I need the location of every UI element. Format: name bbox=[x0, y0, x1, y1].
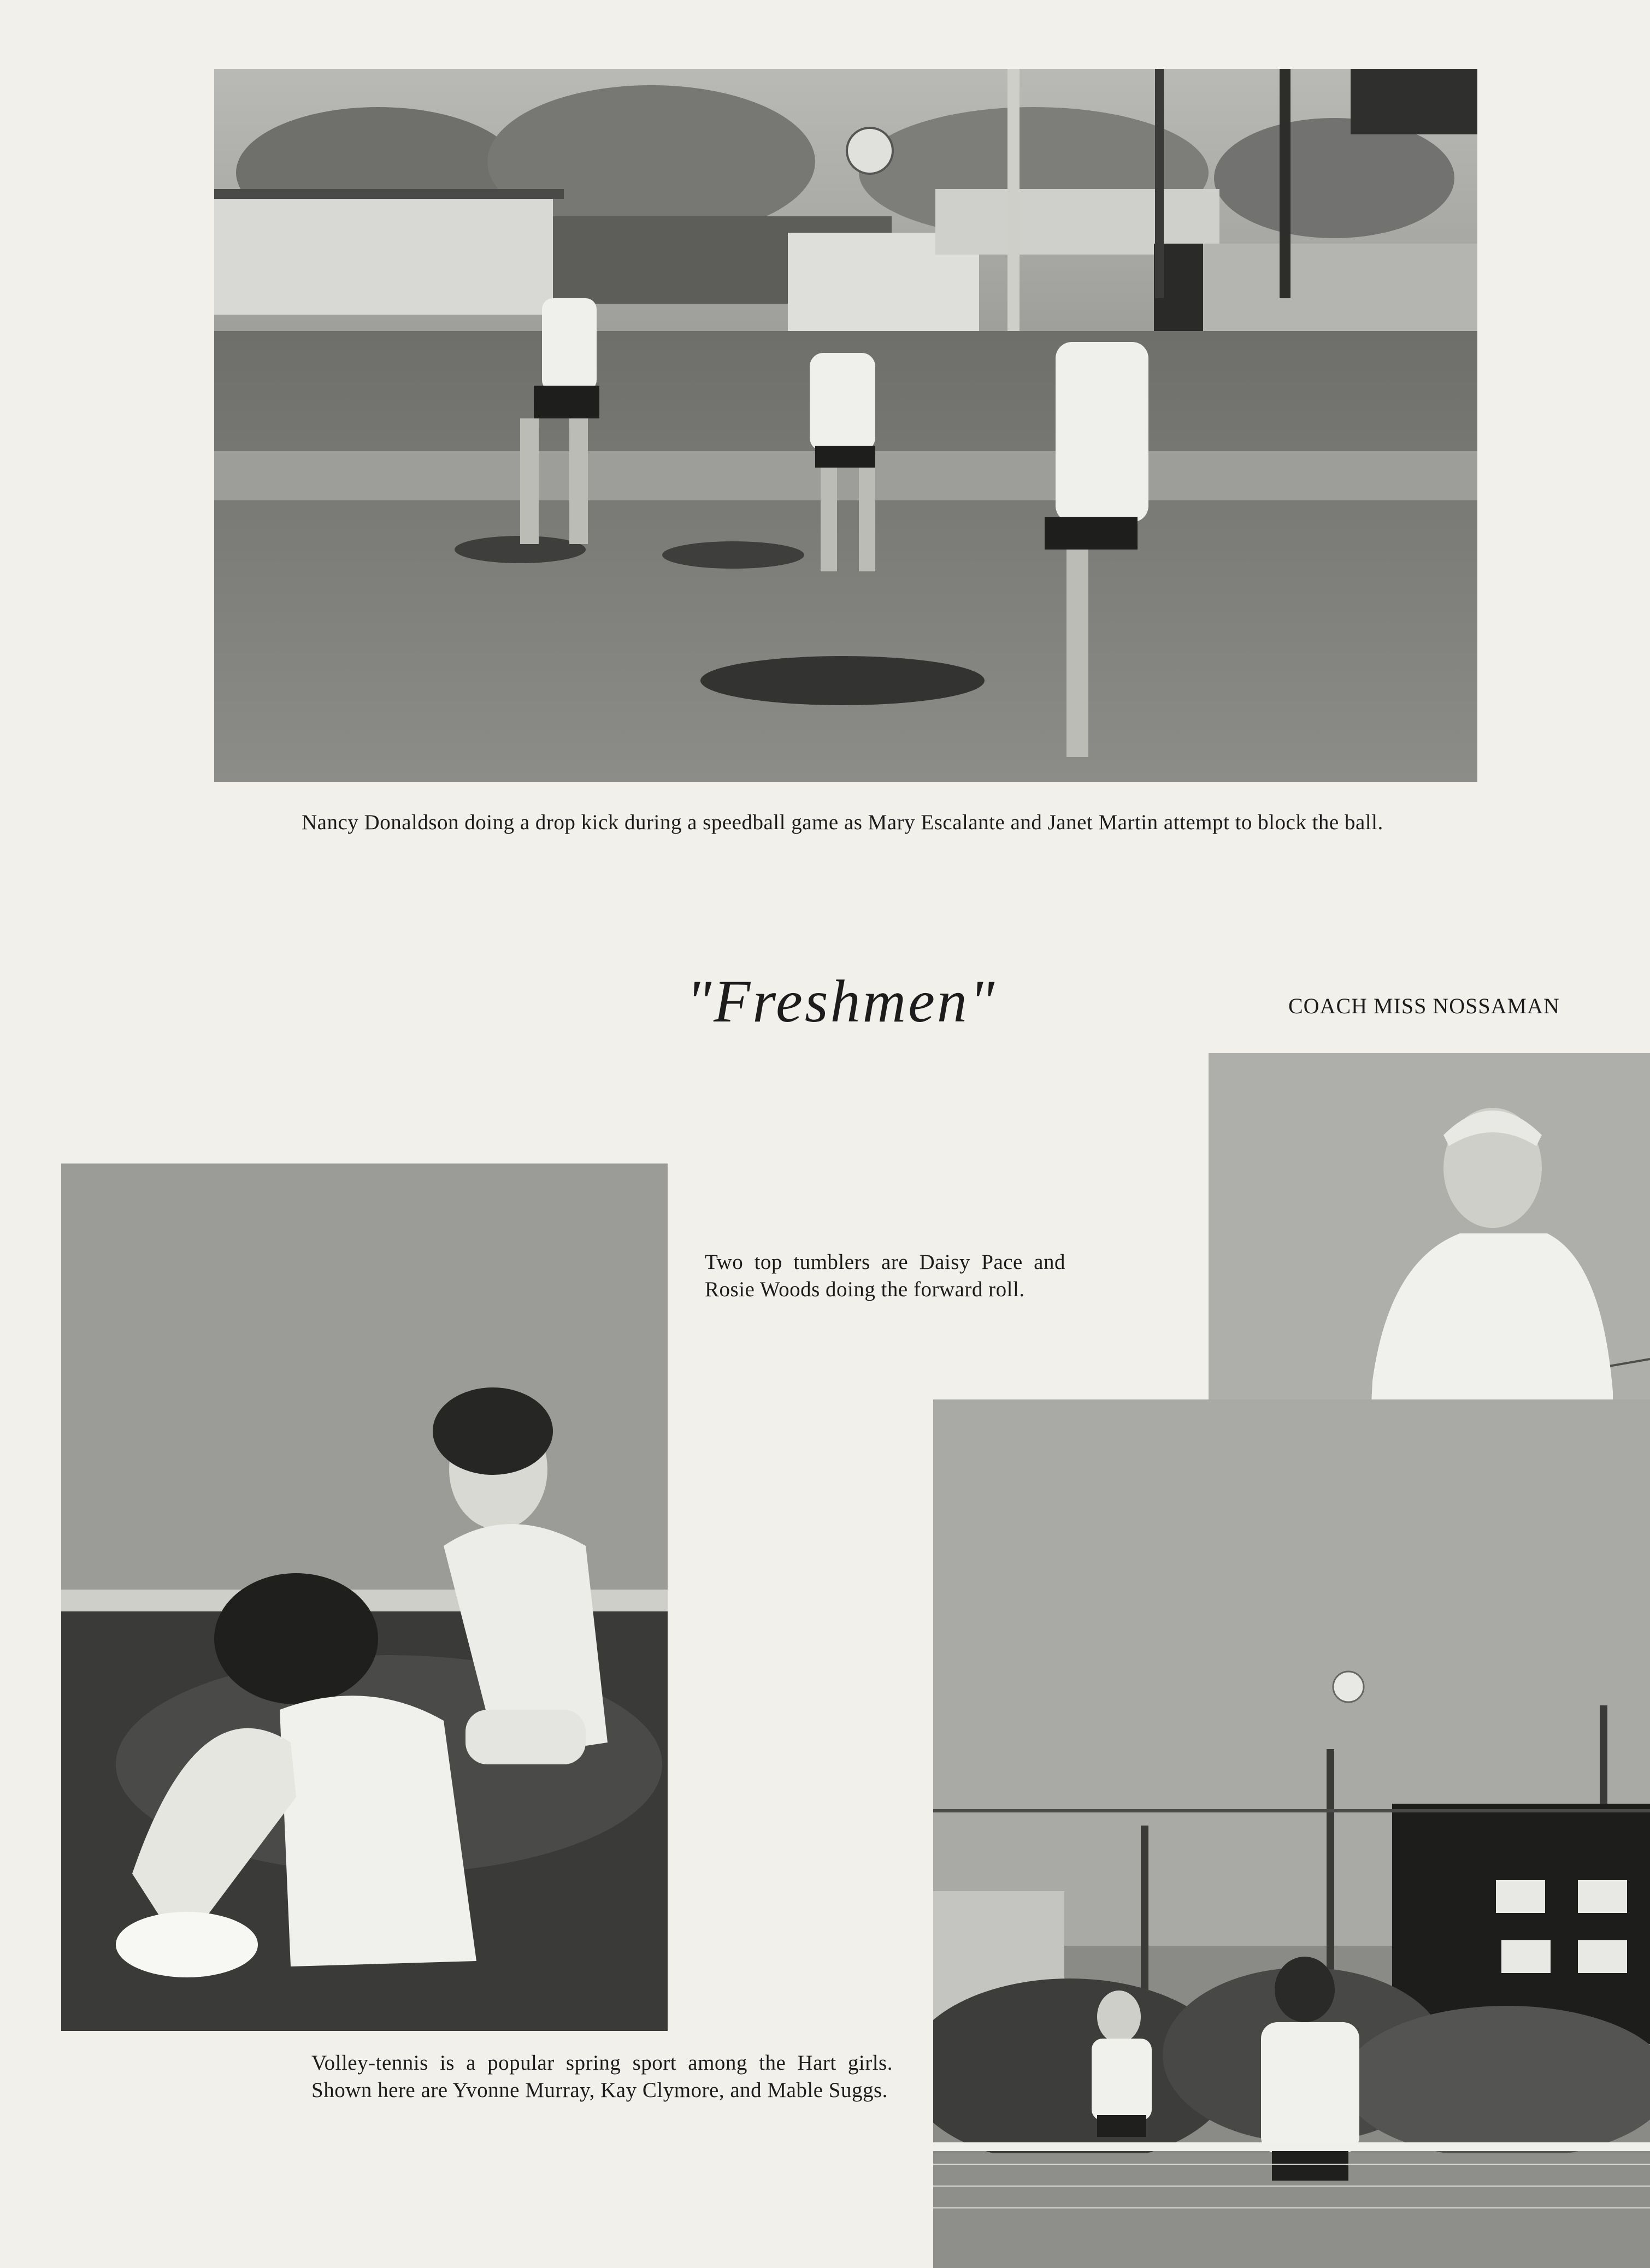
coach-label: COACH MISS NOSSAMAN bbox=[1288, 994, 1560, 1018]
speedball-photo bbox=[214, 69, 1477, 782]
volley-tennis-photo bbox=[933, 1399, 1650, 2268]
speedball-caption: Nancy Donaldson doing a drop kick during a speedball game as Mary Escalante and Janet Martin attempt to block the ball. bbox=[302, 811, 1383, 834]
tumbling-photo bbox=[61, 1163, 668, 2031]
volley-tennis-caption: Volley-tennis is a popular spring sport among the Hart girls. Shown here are Yvonne Murray, Kay Clymore, and Mable Suggs. bbox=[311, 2051, 893, 2102]
tumbling-caption: Two top tumblers are Daisy Pace and Rosie Woods doing the forward roll. bbox=[705, 1250, 1065, 1301]
page-title: "Freshmen" bbox=[686, 968, 997, 1035]
